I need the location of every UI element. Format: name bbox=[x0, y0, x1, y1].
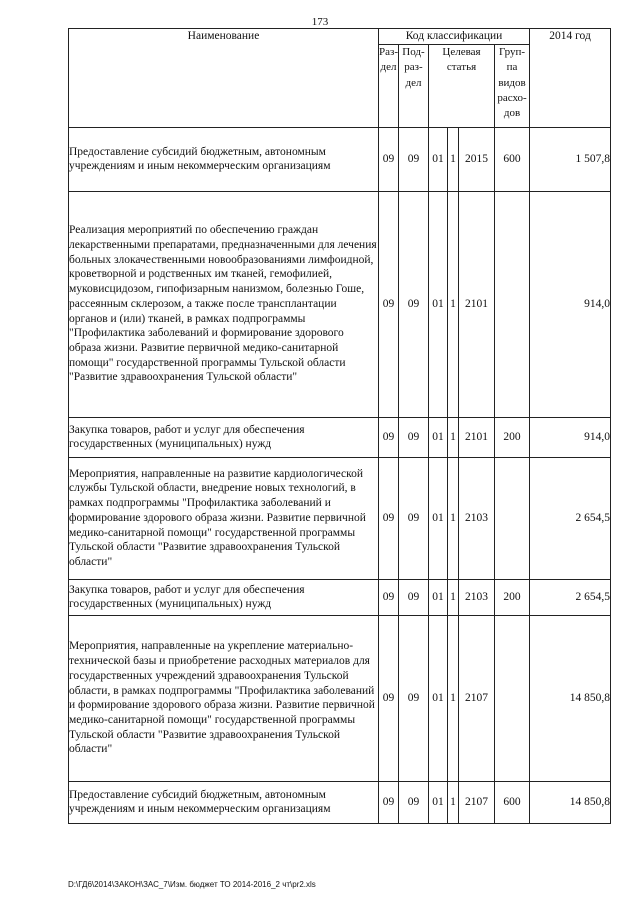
row-amount: 14 850,8 bbox=[530, 781, 611, 823]
header-target-article: Целевая статья bbox=[429, 44, 495, 127]
row-podrazdel: 09 bbox=[399, 127, 429, 191]
row-target-part1: 01 bbox=[429, 457, 448, 579]
row-target-part2: 1 bbox=[448, 457, 459, 579]
table-row bbox=[69, 579, 611, 615]
row-name: Предоставление субсидий бюджетным, автономным учреждениям и иным некоммерческим организациям bbox=[69, 127, 379, 191]
header-razdel: Раз- дел bbox=[379, 44, 399, 127]
row-group: 600 bbox=[495, 781, 530, 823]
row-target-part2: 1 bbox=[448, 127, 459, 191]
row-razdel: 09 bbox=[379, 457, 399, 579]
row-target-part1: 01 bbox=[429, 127, 448, 191]
row-amount: 2 654,5 bbox=[530, 579, 611, 615]
row-razdel: 09 bbox=[379, 417, 399, 457]
row-podrazdel: 09 bbox=[399, 579, 429, 615]
row-target-part3: 2107 bbox=[459, 615, 495, 781]
row-target-part3: 2015 bbox=[459, 127, 495, 191]
row-amount: 2 654,5 bbox=[530, 457, 611, 579]
row-razdel: 09 bbox=[379, 615, 399, 781]
row-name: Мероприятия, направленные на укрепление материально-технической базы и приобретение расходных материалов для государственных учреждений здравоохранения Тульской области, в рамках подпрограммы "Профилактика заболеваний и формирование здорового образа жизни. Развитие первичной медико-санитарной помощи" государственной программы Тульской области "Развитие здравоохранения Тульской области" bbox=[69, 615, 379, 781]
row-podrazdel: 09 bbox=[399, 457, 429, 579]
table-row bbox=[69, 781, 611, 823]
header-name: Наименование bbox=[69, 29, 379, 128]
row-podrazdel: 09 bbox=[399, 191, 429, 417]
row-amount: 914,0 bbox=[530, 417, 611, 457]
row-amount: 14 850,8 bbox=[530, 615, 611, 781]
row-razdel: 09 bbox=[379, 579, 399, 615]
row-podrazdel: 09 bbox=[399, 781, 429, 823]
table-row bbox=[69, 417, 611, 457]
row-target-part2: 1 bbox=[448, 615, 459, 781]
row-razdel: 09 bbox=[379, 781, 399, 823]
row-razdel: 09 bbox=[379, 127, 399, 191]
header-code-group: Код классификации bbox=[379, 29, 530, 45]
row-target-part2: 1 bbox=[448, 579, 459, 615]
row-name: Закупка товаров, работ и услуг для обеспечения государственных (муниципальных) нужд bbox=[69, 579, 379, 615]
row-target-part1: 01 bbox=[429, 191, 448, 417]
row-amount: 1 507,8 bbox=[530, 127, 611, 191]
row-group: 600 bbox=[495, 127, 530, 191]
header-expense-group: Груп- па видов расхо- дов bbox=[495, 44, 530, 127]
row-target-part2: 1 bbox=[448, 417, 459, 457]
row-razdel: 09 bbox=[379, 191, 399, 417]
row-name: Предоставление субсидий бюджетным, автономным учреждениям и иным некоммерческим организациям bbox=[69, 781, 379, 823]
row-target-part1: 01 bbox=[429, 615, 448, 781]
header-year: 2014 год bbox=[530, 29, 611, 128]
row-target-part2: 1 bbox=[448, 781, 459, 823]
row-target-part3: 2103 bbox=[459, 457, 495, 579]
table-row bbox=[69, 615, 611, 781]
row-group bbox=[495, 191, 530, 417]
row-group bbox=[495, 615, 530, 781]
row-target-part2: 1 bbox=[448, 191, 459, 417]
table-row bbox=[69, 127, 611, 191]
row-target-part3: 2107 bbox=[459, 781, 495, 823]
row-group bbox=[495, 457, 530, 579]
row-group: 200 bbox=[495, 579, 530, 615]
table-row bbox=[69, 457, 611, 579]
row-target-part3: 2103 bbox=[459, 579, 495, 615]
row-podrazdel: 09 bbox=[399, 615, 429, 781]
table-row bbox=[69, 191, 611, 417]
row-name: Реализация мероприятий по обеспечению граждан лекарственными препаратами, предназначенными для лечения больных злокачественными новообразованиями лимфоидной, кроветворной и родственных им тканей, гемофилией, муковисцидозом, гипофизарным нанизмом, болезнью Гоше, рассеянным склерозом, а также после трансплантации органов и (или) тканей, в рамках подпрограммы "Профилактика заболеваний и формирование здорового образа жизни. Развитие первичной медико-санитарной помощи" государственной программы Тульской области "Развитие здравоохранения Тульской области" bbox=[69, 191, 379, 417]
row-target-part3: 2101 bbox=[459, 417, 495, 457]
page-number: 173 bbox=[311, 16, 329, 28]
row-target-part1: 01 bbox=[429, 781, 448, 823]
budget-table bbox=[68, 28, 611, 824]
row-target-part1: 01 bbox=[429, 417, 448, 457]
row-amount: 914,0 bbox=[530, 191, 611, 417]
row-group: 200 bbox=[495, 417, 530, 457]
header-podrazdel: Под- раз- дел bbox=[399, 44, 429, 127]
file-path-footer: D:\ГД6\2014\ЗАКОН\ЗАС_7\Изм. бюджет ТО 2014-2016_2 чт\pr2.xls bbox=[68, 880, 316, 889]
row-target-part3: 2101 bbox=[459, 191, 495, 417]
row-podrazdel: 09 bbox=[399, 417, 429, 457]
row-name: Закупка товаров, работ и услуг для обеспечения государственных (муниципальных) нужд bbox=[69, 417, 379, 457]
row-name: Мероприятия, направленные на развитие кардиологической службы Тульской области, внедрение новых технологий, в рамках подпрограммы "Профилактика заболеваний и формирование здорового образа жизни. Развитие первичной медико-санитарной помощи" государственной программы Тульской области "Развитие здравоохранения Тульской области" bbox=[69, 457, 379, 579]
row-target-part1: 01 bbox=[429, 579, 448, 615]
